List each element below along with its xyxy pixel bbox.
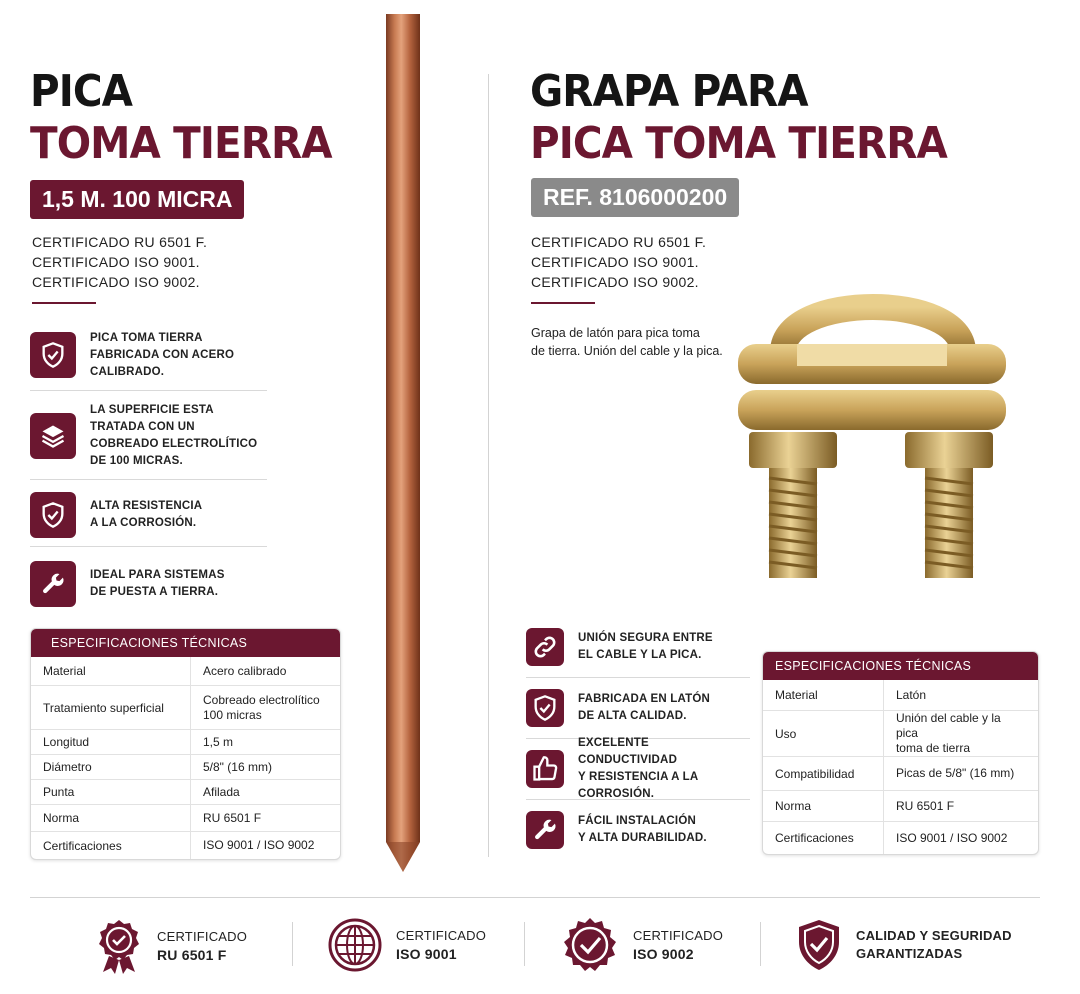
feature-item bbox=[30, 330, 267, 380]
right-cert-line: CERTIFICADO ISO 9002. bbox=[531, 274, 699, 290]
feature-text: EXCELENTE CONDUCTIVIDAD Y RESISTENCIA A LA CORROSIÓN. bbox=[578, 737, 698, 800]
right-cert-line: CERTIFICADO RU 6501 F. bbox=[531, 234, 707, 250]
right-certifications bbox=[531, 232, 706, 292]
left-title-line1: PICA bbox=[30, 66, 133, 117]
feature-text: LA SUPERFICIE ESTA TRATADA CON UN COBREADO ELECTROLÍTICO DE 100 MICRAS. bbox=[90, 404, 258, 467]
copper-rod-image bbox=[380, 12, 426, 874]
footer-cert-ru bbox=[95, 918, 247, 974]
left-size-badge: 1,5 M. 100 MICRA bbox=[30, 180, 244, 219]
feature-item bbox=[30, 401, 267, 471]
footer-text: CERTIFICADO ISO 9002 bbox=[633, 928, 724, 962]
spec-table-body bbox=[763, 680, 1038, 854]
footer-divider bbox=[760, 922, 761, 966]
table-row: Norma RU 6501 F bbox=[763, 790, 1038, 821]
table-row: Longitud 1,5 m bbox=[31, 729, 340, 754]
footer-text: CERTIFICADO ISO 9001 bbox=[396, 928, 487, 962]
shield-check-icon bbox=[526, 689, 564, 727]
feature-text: IDEAL PARA SISTEMAS DE PUESTA A TIERRA. bbox=[90, 569, 225, 598]
feature-text: FABRICADA EN LATÓN DE ALTA CALIDAD. bbox=[578, 693, 711, 722]
left-spec-table bbox=[30, 628, 341, 860]
right-cert-line: CERTIFICADO ISO 9001. bbox=[531, 254, 699, 270]
table-row: Material Acero calibrado bbox=[31, 657, 340, 685]
reference-badge: REF. 8106000200 bbox=[531, 178, 739, 217]
layers-icon bbox=[30, 413, 76, 459]
left-certifications bbox=[32, 232, 207, 292]
feature-text: FÁCIL INSTALACIÓN Y ALTA DURABILIDAD. bbox=[578, 815, 707, 844]
left-cert-line: CERTIFICADO ISO 9001. bbox=[32, 254, 200, 270]
wrench-icon bbox=[30, 561, 76, 607]
feature-item bbox=[526, 688, 750, 728]
table-row: Norma RU 6501 F bbox=[31, 804, 340, 831]
right-accent-line bbox=[531, 302, 595, 304]
left-cert-line: CERTIFICADO ISO 9002. bbox=[32, 274, 200, 290]
table-row: Certificaciones ISO 9001 / ISO 9002 bbox=[763, 821, 1038, 854]
brass-clamp-image bbox=[735, 282, 1010, 582]
globe-icon bbox=[328, 918, 382, 972]
badge-check-icon bbox=[95, 918, 143, 974]
thumbs-up-icon bbox=[526, 750, 564, 788]
left-title-line2: TOMA TIERRA bbox=[30, 118, 332, 169]
link-icon bbox=[526, 628, 564, 666]
shield-check-icon bbox=[30, 492, 76, 538]
footer-rule bbox=[30, 897, 1040, 898]
feature-divider bbox=[30, 479, 267, 480]
feature-text: PICA TOMA TIERRA FABRICADA CON ACERO CALIBRADO. bbox=[90, 331, 235, 378]
feature-item bbox=[30, 492, 267, 538]
seal-check-icon bbox=[561, 916, 619, 974]
footer-divider bbox=[524, 922, 525, 966]
right-title-line2: PICA TOMA TIERRA bbox=[530, 118, 947, 169]
footer-divider bbox=[292, 922, 293, 966]
right-spec-table bbox=[762, 651, 1039, 855]
left-features bbox=[30, 330, 267, 607]
wrench-icon bbox=[526, 811, 564, 849]
spec-table-title: ESPECIFICACIONES TÉCNICAS bbox=[763, 652, 1038, 680]
table-row: Tratamiento superficial Cobreado electrolítico 100 micras bbox=[31, 685, 340, 729]
footer-text: CERTIFICADO RU 6501 F bbox=[157, 929, 248, 963]
product-description: Grapa de latón para pica toma de tierra. Unión del cable y la pica. bbox=[531, 326, 723, 358]
table-row: Punta Afilada bbox=[31, 779, 340, 804]
feature-text: ALTA RESISTENCIA A LA CORROSIÓN. bbox=[90, 500, 203, 529]
spec-table-title: ESPECIFICACIONES TÉCNICAS bbox=[31, 629, 340, 657]
left-cert-line: CERTIFICADO RU 6501 F. bbox=[32, 234, 208, 250]
feature-divider bbox=[526, 677, 750, 678]
right-title-line1: GRAPA PARA bbox=[530, 66, 808, 117]
footer-cert-iso9002 bbox=[561, 916, 723, 974]
spec-table-body bbox=[31, 657, 340, 859]
column-divider bbox=[488, 74, 489, 857]
feature-divider bbox=[30, 390, 267, 391]
shield-check-icon bbox=[30, 332, 76, 378]
feature-item bbox=[526, 627, 750, 667]
table-row: Material Latón bbox=[763, 680, 1038, 710]
feature-text: UNIÓN SEGURA ENTRE EL CABLE Y LA PICA. bbox=[578, 632, 713, 661]
footer-quality bbox=[796, 918, 1012, 972]
right-features bbox=[526, 627, 750, 850]
shield-check-icon bbox=[796, 918, 842, 972]
left-accent-line bbox=[32, 302, 96, 304]
feature-divider bbox=[30, 546, 267, 547]
table-row: Certificaciones ISO 9001 / ISO 9002 bbox=[31, 831, 340, 859]
footer-text: CALIDAD Y SEGURIDAD GARANTIZADAS bbox=[856, 928, 1012, 961]
table-row: Compatibilidad Picas de 5/8" (16 mm) bbox=[763, 756, 1038, 790]
footer-cert-iso9001 bbox=[328, 918, 486, 972]
table-row: Uso Unión del cable y la pica toma de tierra bbox=[763, 710, 1038, 756]
feature-item bbox=[526, 737, 750, 800]
feature-item bbox=[526, 810, 750, 850]
feature-item bbox=[30, 561, 267, 607]
table-row: Diámetro 5/8" (16 mm) bbox=[31, 754, 340, 779]
